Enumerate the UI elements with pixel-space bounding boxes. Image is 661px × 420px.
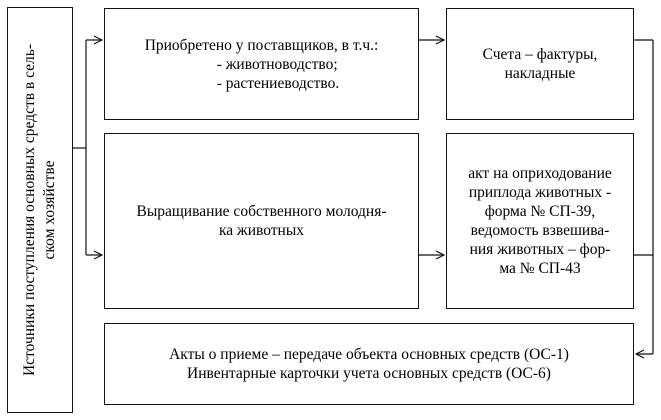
- breeding-docs-line-6: ма № СП-43: [499, 260, 581, 277]
- breeding-docs-line-5: ния животных – фор-: [469, 241, 611, 258]
- purchased-item-crops: - растениеводство.: [216, 74, 340, 92]
- purchased-item-livestock: - животноводство;: [216, 55, 338, 73]
- breeding-docs-line-1: акт на оприходование: [468, 165, 612, 182]
- breeding-line-2: ка животных: [218, 222, 305, 239]
- breeding-docs-box: [446, 133, 634, 309]
- breeding-docs-line-3: форма № СП-39,: [484, 203, 596, 220]
- purchased-title: Приобретено у поставщиков, в т.ч.:: [144, 36, 379, 54]
- breeding-box: [104, 133, 419, 309]
- assets-docs-box: [104, 323, 634, 405]
- breeding-docs-line-4: ведомость взвешива-: [470, 222, 610, 239]
- source-box-text: [20, 10, 60, 410]
- assets-docs-line-1: Акты о приеме – передаче объекта основных средств (ОС-1): [169, 346, 569, 363]
- source-line-2: ском хозяйстве: [41, 160, 58, 260]
- breeding-line-1: Выращивание собственного молодня-: [136, 203, 387, 220]
- assets-docs-line-2: Инвентарные карточки учета основных средств (ОС-6): [187, 365, 551, 382]
- source-box: [7, 7, 73, 413]
- source-line-1: Источники поступления основных средств в сель-: [21, 43, 38, 377]
- purchased-box: [104, 8, 419, 120]
- invoices-box: [446, 8, 634, 120]
- breeding-docs-line-2: приплода животных -: [468, 184, 612, 201]
- invoices-line-2: накладные: [504, 65, 576, 82]
- invoices-line-1: Счета – фактуры,: [482, 46, 598, 63]
